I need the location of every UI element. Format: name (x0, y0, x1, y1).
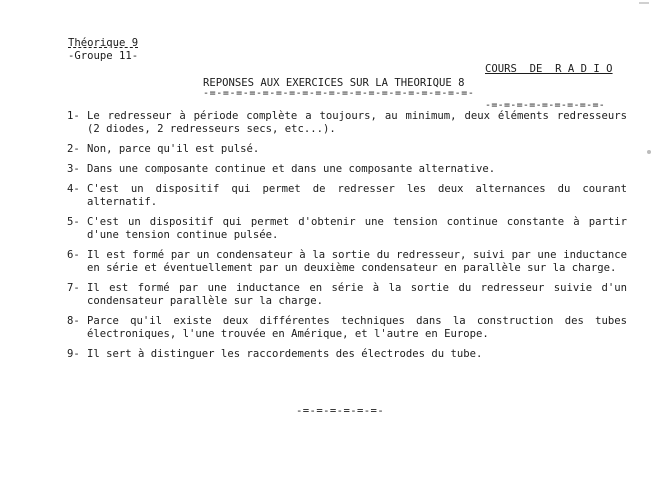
answer-text: Parce qu'il existe deux différentes techniques dans la construction des tubes électroniques, l'une trouvée en Amérique, et l'autre en Europe. (87, 315, 627, 340)
answer-text: Il est formé par une inductance en série à la sortie du redresseur suivie d'un condensateur parallèle sur la charge. (87, 282, 627, 307)
answer-number: 6- (67, 249, 80, 261)
course-title-underline: -=-=-=-=-=-=-=-=-=- (485, 100, 606, 111)
answer-number: 5- (67, 216, 80, 228)
end-of-page-mark: -=-=-=-=-=-=- (296, 405, 385, 417)
answer-text: Non, parce qu'il est pulsé. (87, 143, 260, 155)
answer-text: Il sert à distinguer les raccordements des électrodes du tube. (87, 348, 483, 360)
answer-number: 3- (67, 163, 80, 175)
answer-item (67, 216, 627, 242)
theory-number: Théorique 9 (68, 37, 139, 49)
answer-text: C'est un dispositif qui permet d'obtenir une tension continue constante à partir d'une tension continue pulsée. (87, 216, 627, 241)
answer-item (67, 282, 627, 308)
answer-item (67, 143, 627, 156)
page-title-underline: -=-=-=-=-=-=-=-=-=-=-=-=-=-=-=-=-=-=-=-=- (203, 88, 475, 99)
answer-text: Le redresseur à période complète a toujours, au minimum, deux éléments redresseurs (2 diodes, 2 redresseurs secs, etc...). (87, 110, 627, 135)
answer-item (67, 183, 627, 209)
page-title-block (203, 77, 474, 98)
answer-number: 2- (67, 143, 80, 155)
answer-text: Dans une composante continue et dans une composante alternative. (87, 163, 496, 175)
answer-item (67, 110, 627, 136)
answer-number: 1- (67, 110, 80, 122)
answer-item (67, 315, 627, 341)
answer-number: 8- (67, 315, 80, 327)
course-title: COURS DE R A D I O (485, 63, 613, 75)
answer-item (67, 163, 627, 176)
scan-corner-mark (639, 2, 649, 4)
answer-number: 4- (67, 183, 80, 195)
answer-item (67, 249, 627, 275)
scan-smudge (647, 150, 651, 154)
answer-text: C'est un dispositif qui permet de redresser les deux alternances du courant alternatif. (87, 183, 627, 208)
answer-number: 9- (67, 348, 80, 360)
document-reference (68, 37, 138, 63)
answer-number: 7- (67, 282, 80, 294)
answer-text: Il est formé par un condensateur à la sortie du redresseur, suivi par une inductance en série et éventuellement par un deuxième condensateur en parallèle sur la charge. (87, 249, 627, 274)
group-number: -Groupe 11- (68, 50, 139, 62)
answer-list (67, 110, 627, 368)
answer-item (67, 348, 627, 361)
page-title: REPONSES AUX EXERCICES SUR LA THEORIQUE 8 (203, 77, 465, 89)
